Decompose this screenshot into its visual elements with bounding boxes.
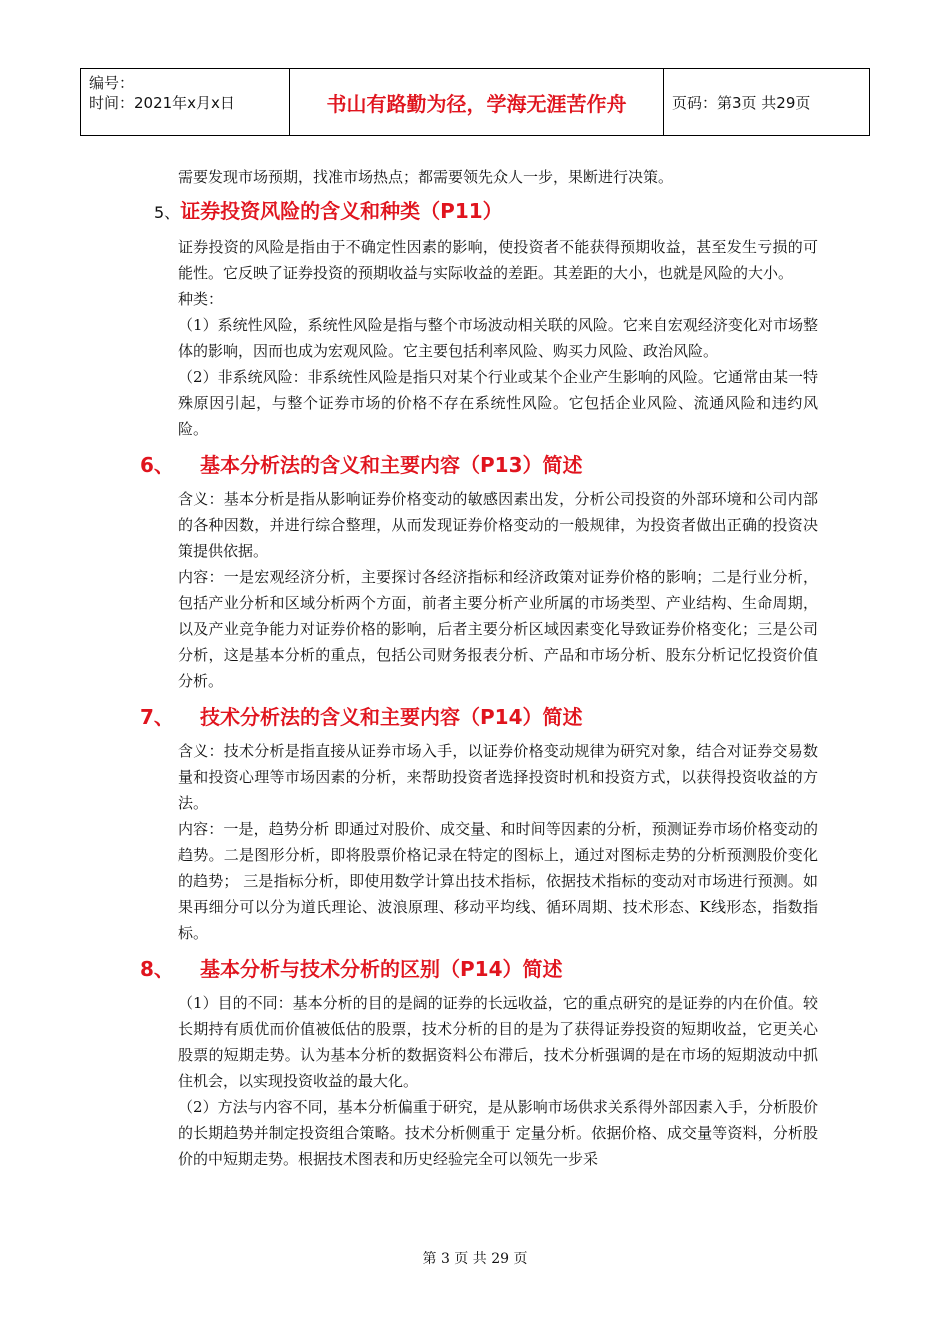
section-7-title: 技术分析法的含义和主要内容（P14）简述 [200,705,583,729]
page-footer: 第 3 页 共 29 页 [422,1251,528,1267]
section-6-number: 6、 [140,453,174,477]
section-6-paragraph-2: 内容：一是宏观经济分析，主要探讨各经济指标和经济政策对证券价格的影响；二是行业分析，包括产业分析和区域分析两个方面，前者主要分析产业所属的市场类型、产业结构、生命周期，以及产业竞争能力对证券价格的影响，后者主要分析区域因素变化导致证券价格变化；三是公司分析，这是基本分析的重点，包括公司财务报表分析、产品和市场分析、股东分析记忆投资价值分析。 [178,568,818,690]
section-8-title: 基本分析与技术分析的区别（P14）简述 [200,957,563,981]
section-8-paragraph-1: （1）目的不同：基本分析的目的是阔的证券的长远收益，它的重点研究的是证券的内在价值。较长期持有质优而价值被低估的股票，技术分析的目的是为了获得证券投资的短期收益，它更关心股票的短期走势。认为基本分析的数据资料公布滞后，技术分析强调的是在市场的短期波动中抓住机会，以实现投资收益的最大化。 [178,994,818,1090]
header-page-label: 页码：第3页 共29页 [672,93,811,112]
document-body [140,164,818,1172]
section-6-paragraph-1: 含义：基本分析是指从影响证券价格变动的敏感因素出发，分析公司投资的外部环境和公司内部的各种因数，并进行综合整理，从而发现证券价格变动的一般规律，为投资者做出正确的投资决策提供依据。 [178,490,818,560]
lead-paragraph: 需要发现市场预期，找准市场热点；都需要领先众人一步，果断进行决策。 [178,168,674,186]
section-8-number: 8、 [140,957,174,981]
section-5-heading [154,196,794,228]
section-8-paragraph-2: （2）方法与内容不同，基本分析偏重于研究，是从影响市场供求关系得外部因素入手，分析股价的长期趋势并制定投资组合策略。技术分析侧重于 定量分析。依据价格、成交量等资料，分析股价的中短期走势。根据技术图表和历史经验完全可以领先一步采 [178,1098,818,1168]
number-label: 编号： [89,74,135,92]
section-8-heading [140,954,780,984]
section-5-title: 证券投资风险的含义和种类（P11） [180,199,503,223]
section-6-title: 基本分析法的含义和主要内容（P13）简述 [200,453,583,477]
header-table [80,68,870,136]
header-motto-cell [290,69,664,136]
header-meta [81,69,290,136]
header-page-cell [664,69,870,136]
section-5-paragraph-3: （1）系统性风险，系统性风险是指与整个市场波动相关联的风险。它来自宏观经济变化对市场整体的影响，因而也成为宏观风险。它主要包括利率风险、购买力风险、政治风险。 [178,316,818,360]
section-7-paragraph-1: 含义：技术分析是指直接从证券市场入手，以证券价格变动规律为研究对象，结合对证券交易数量和投资心理等市场因素的分析，来帮助投资者选择投资时机和投资方式，以获得投资收益的方法。 [178,742,818,812]
section-7-heading [140,702,780,732]
time-label: 时间：2021年x月x日 [89,94,235,112]
section-7-number: 7、 [140,705,174,729]
section-5-paragraph-1: 证券投资的风险是指由于不确定性因素的影响，使投资者不能获得预期收益，甚至发生亏损的可能性。它反映了证券投资的预期收益与实际收益的差距。其差距的大小，也就是风险的大小。 [178,238,818,282]
section-7-paragraph-2: 内容：一是，趋势分析 即通过对股价、成交量、和时间等因素的分析，预测证券市场价格变动的趋势。二是图形分析，即将股票价格记录在特定的图标上，通过对图标走势的分析预测股价变化的趋势； 三是指标分析，即使用数学计算出技术指标，依据技术指标的变动对市场进行预测。如果再细分可以分为道氏理论、波浪原理、移动平均线、循环周期、技术形态、K线形态，指数指标。 [178,820,818,942]
section-5-paragraph-4: （2）非系统风险：非系统性风险是指只对某个行业或某个企业产生影响的风险。它通常由某一特殊原因引起，与整个证券市场的价格不存在系统性风险。它包括企业风险、流通风险和违约风险。 [178,368,818,438]
section-6-heading [140,450,780,480]
section-5-paragraph-2: 种类： [178,290,224,308]
section-5-number: 5、 [154,203,181,222]
header-motto: 书山有路勤为径，学海无涯苦作舟 [326,91,627,116]
